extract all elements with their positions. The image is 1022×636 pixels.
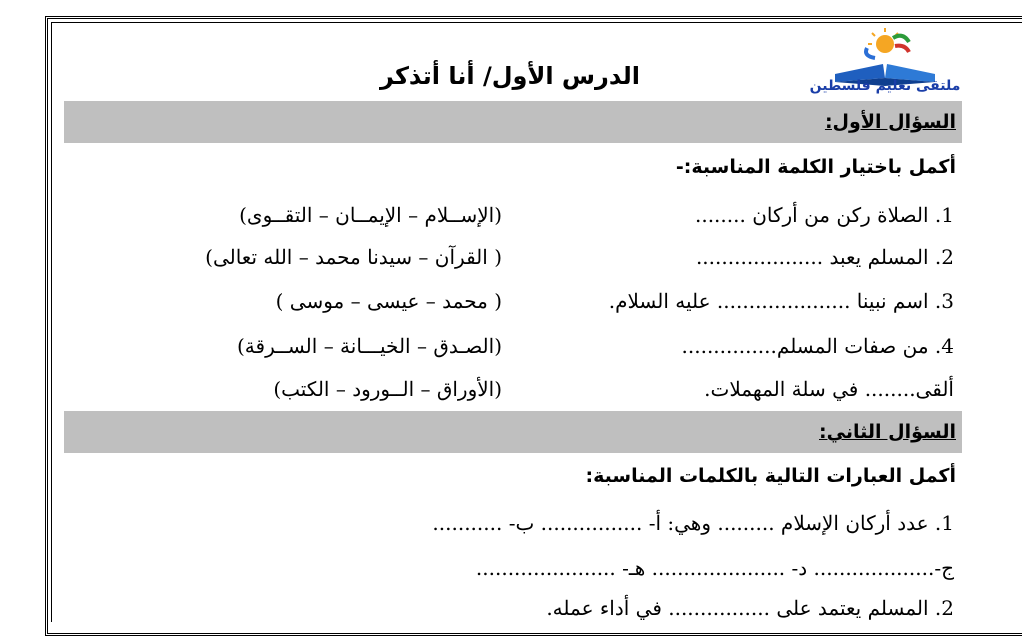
inner-border-top [51, 22, 1022, 23]
options-5: (الأوراق – الــورود – الكتب) [273, 377, 502, 401]
question-1: 1. الصلاة ركن من أركان ........ [694, 203, 954, 227]
fill-line-3: 2. المسلم يعتمد على ................ في أداء عمله. [546, 596, 954, 620]
question-4: 4. من صفات المسلم............... [681, 334, 954, 358]
section2-instruction: أكمل العبارات التالية بالكلمات المناسبة: [585, 465, 956, 487]
options-2: ( القرآن – سيدنا محمد – الله تعالى) [205, 245, 502, 269]
options-4: (الصـدق – الخيـــانة – الســرقة) [237, 334, 502, 358]
fill-line-2: ج-................... د- ..................... هـ- ...................... [475, 556, 954, 580]
section1-instruction: أكمل باختيار الكلمة المناسبة:- [675, 156, 956, 178]
options-1: (الإســلام – الإيمــان – التقــوى) [239, 203, 502, 227]
section1-heading: السؤال الأول: [824, 111, 956, 133]
fill-line-1: 1. عدد أركان الإسلام ......... وهي: أ- ................ ب- ........... [432, 511, 954, 535]
inner-border-left [51, 22, 52, 622]
options-3: ( محمد – عيسى – موسى ) [275, 289, 502, 313]
section2-heading: السؤال الثاني: [819, 421, 956, 443]
question-3: 3. اسم نبينا ..................... عليه السلام. [608, 289, 954, 313]
question-2: 2. المسلم يعبد .................... [695, 245, 954, 269]
logo-caption: ملتقى تعليم فلسطين [809, 78, 961, 94]
question-5: ألقى........ في سلة المهملات. [704, 377, 954, 401]
page-title: الدرس الأول/ أنا أتذكر [380, 62, 640, 90]
